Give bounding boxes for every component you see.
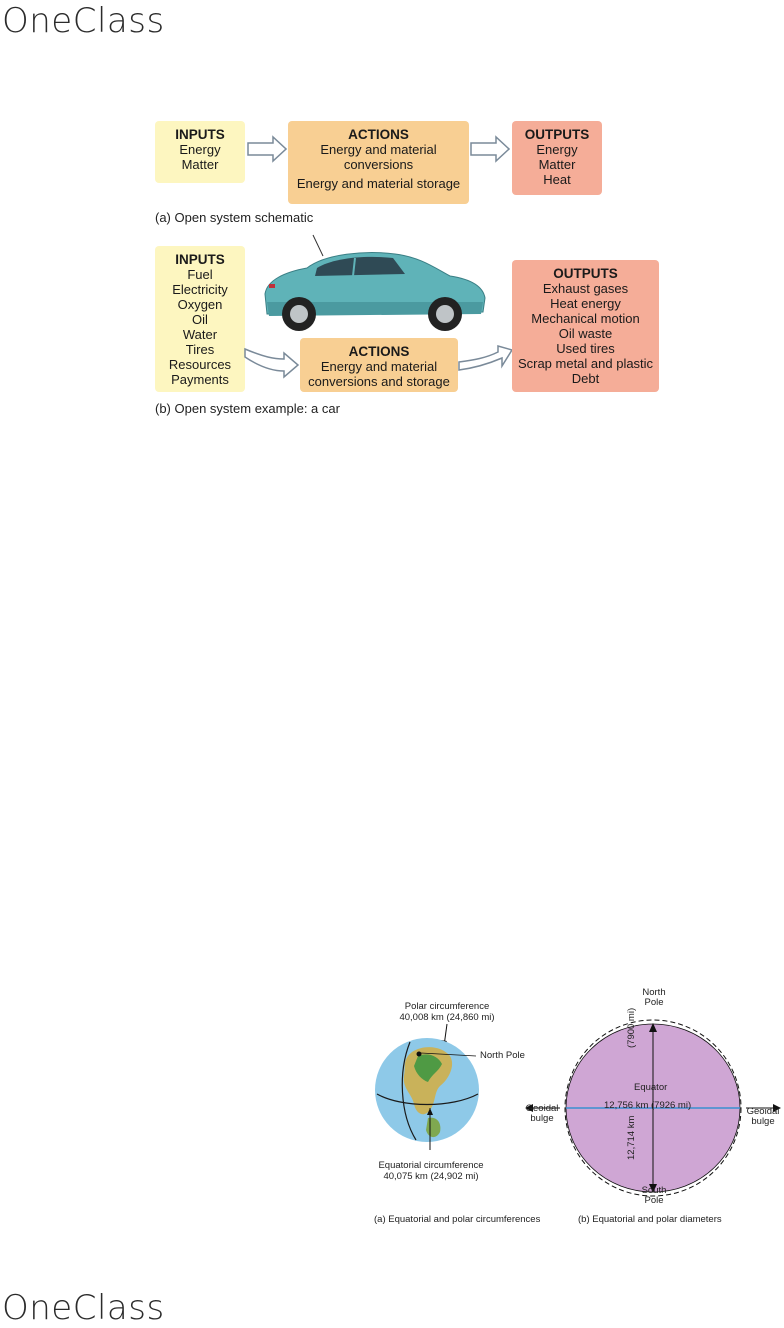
action-item: conversions and storage	[308, 374, 450, 389]
action-item: Energy and material storage	[296, 176, 461, 191]
polar-lower-label: 12,714 km	[626, 1115, 637, 1160]
arrow-right-icon	[470, 135, 510, 163]
outputs-box-b	[512, 260, 659, 392]
output-item: Scrap metal and plastic	[517, 356, 654, 371]
input-item: Matter	[181, 157, 219, 172]
oneclass-logo-bottom	[2, 1288, 165, 1328]
outputs-box-a	[512, 121, 602, 195]
output-item: Debt	[571, 371, 600, 386]
caption-fig2-b: (b) Equatorial and polar diameters	[578, 1214, 722, 1225]
action-item: Energy and material	[320, 142, 437, 157]
inputs-box-a	[155, 121, 245, 183]
caption-fig2-a: (a) Equatorial and polar circumferences	[374, 1214, 541, 1225]
inputs-title: INPUTS	[175, 127, 225, 142]
bulge-word: Geoidal	[525, 1103, 559, 1114]
geoidal-bulge-right	[744, 1107, 782, 1127]
north-pole-word: North	[642, 987, 666, 998]
geoidal-bulge-left	[523, 1104, 561, 1124]
bulge-word: bulge	[530, 1113, 554, 1124]
output-item: Exhaust gases	[542, 281, 629, 296]
action-item: Energy and material	[320, 359, 438, 374]
arrow-right-icon	[247, 135, 287, 163]
polar-upper-label: (7900 mi)	[626, 1007, 637, 1048]
car-illustration	[255, 232, 495, 337]
output-item: Mechanical motion	[531, 311, 640, 326]
logo-text: OneClass	[2, 1, 165, 41]
input-item: Tires	[185, 342, 215, 357]
logo-text: OneClass	[2, 1288, 165, 1328]
output-item: Oil waste	[558, 326, 613, 341]
input-item: Oxygen	[177, 297, 223, 312]
input-item: Energy	[179, 142, 221, 157]
pole-word: Pole	[644, 1195, 664, 1206]
outputs-title: OUTPUTS	[553, 266, 618, 281]
pole-word: Pole	[644, 997, 664, 1008]
caption-b: (b) Open system example: a car	[155, 401, 340, 416]
output-item: Used tires	[556, 341, 615, 356]
actions-title: ACTIONS	[348, 344, 410, 359]
equatorial-circ-value: 40,075 km (24,902 mi)	[383, 1171, 479, 1182]
input-item: Payments	[171, 372, 229, 387]
output-item: Heat energy	[550, 296, 621, 311]
actions-box-b	[300, 338, 458, 392]
inputs-box-b	[155, 246, 245, 392]
polar-circ-title: Polar circumference	[404, 1001, 490, 1012]
input-item: Water	[182, 327, 218, 342]
input-item: Electricity	[172, 282, 228, 297]
north-pole-label: North Pole	[480, 1050, 525, 1061]
input-item: Resources	[168, 357, 232, 372]
polar-circumference-label	[392, 1001, 502, 1023]
caption-a: (a) Open system schematic	[155, 210, 314, 225]
south-pole-label	[636, 1186, 672, 1206]
south-pole-word: South	[641, 1185, 667, 1196]
curved-arrow-icon	[458, 340, 514, 376]
equatorial-circumference-label	[371, 1160, 491, 1182]
polar-circ-value: 40,008 km (24,860 mi)	[399, 1012, 495, 1023]
equatorial-circ-title: Equatorial circumference	[378, 1160, 484, 1171]
outputs-title: OUTPUTS	[524, 127, 590, 142]
input-item: Fuel	[187, 267, 213, 282]
oneclass-logo-top	[2, 1, 165, 41]
north-pole-top-label	[636, 988, 672, 1008]
output-item: Heat	[543, 172, 571, 187]
curved-arrow-icon	[244, 345, 300, 381]
inputs-title: INPUTS	[175, 252, 225, 267]
action-item: conversions	[343, 157, 414, 172]
bulge-word: Geoidal	[746, 1106, 780, 1117]
equator-label: Equator	[634, 1082, 668, 1093]
output-item: Energy	[536, 142, 578, 157]
equator-value-label: 12,756 km (7926 mi)	[604, 1100, 692, 1111]
bulge-word: bulge	[751, 1116, 775, 1127]
input-item: Oil	[192, 312, 208, 327]
actions-title: ACTIONS	[348, 127, 409, 142]
actions-box-a	[288, 121, 469, 204]
globe-illustration	[372, 1022, 482, 1157]
output-item: Matter	[538, 157, 576, 172]
